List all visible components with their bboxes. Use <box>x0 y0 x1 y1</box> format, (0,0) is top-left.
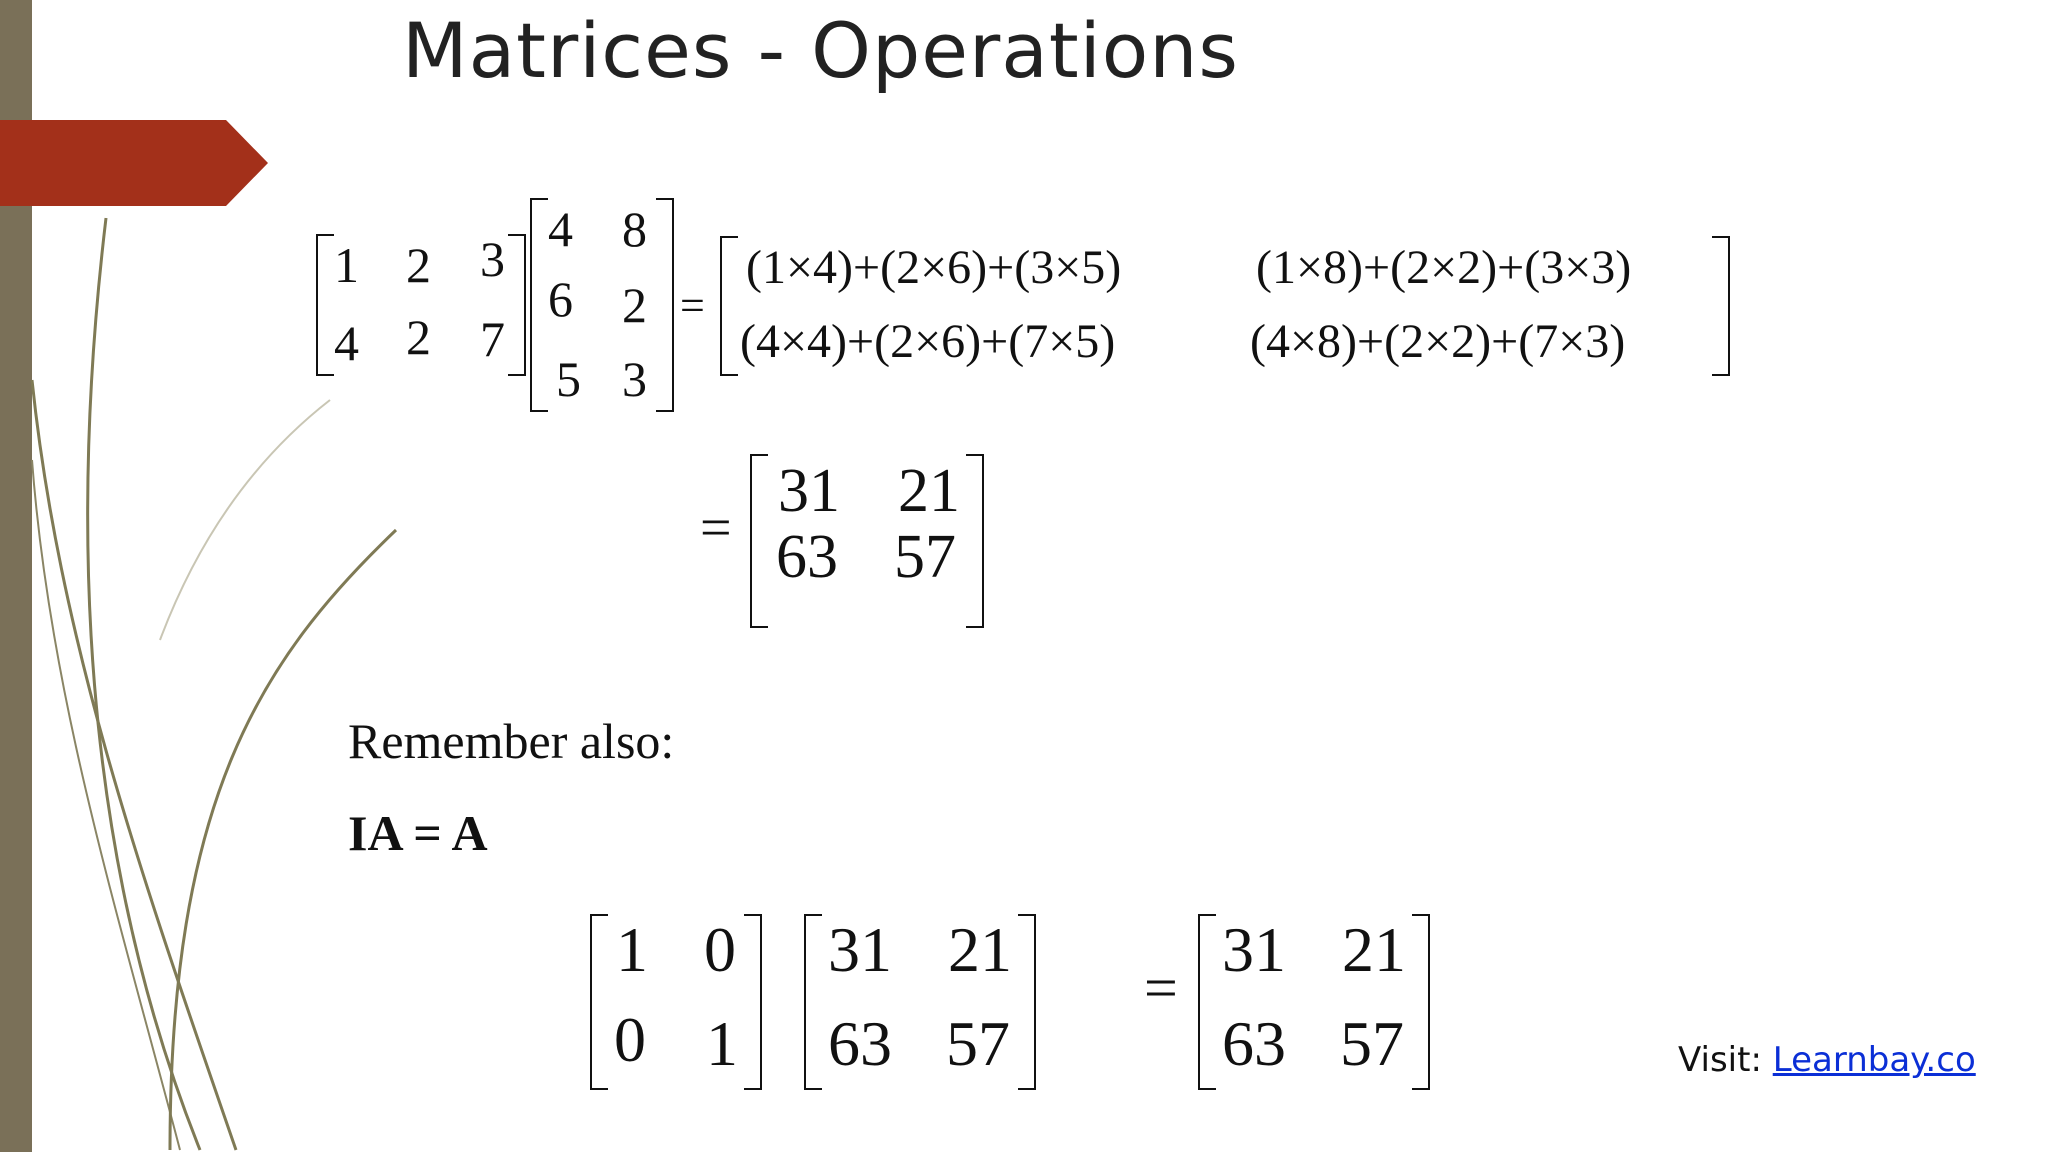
matrix-b-cell: 5 <box>556 351 581 407</box>
identity-left-bracket <box>590 914 608 1090</box>
matrix-a-cell: 2 <box>406 309 431 365</box>
expansion-cell: (1×8)+(2×2)+(3×3) <box>1256 241 1632 294</box>
equals-sign: = <box>680 281 705 330</box>
identity-right-bracket <box>744 914 762 1090</box>
identity-cell: 0 <box>704 914 736 985</box>
learnbay-link[interactable]: Learnbay.co <box>1772 1040 1976 1080</box>
result-cell: 31 <box>778 457 840 525</box>
result-cell: 63 <box>776 523 838 591</box>
result-cell: 57 <box>1340 1008 1404 1079</box>
matrix-a-cell: 57 <box>946 1008 1010 1079</box>
visit-label: Visit: <box>1678 1040 1762 1080</box>
matrix-a-cell: 7 <box>480 311 505 367</box>
matrix-a-right-bracket <box>1018 914 1036 1090</box>
result-cell: 31 <box>1222 914 1286 985</box>
matrix-b-right-bracket <box>656 198 674 412</box>
equals-sign: = <box>700 497 732 559</box>
matrix-b-cell: 6 <box>548 271 573 327</box>
matrix-a-left-bracket <box>316 234 334 376</box>
matrix-a-cell: 21 <box>948 914 1012 985</box>
result-cell: 63 <box>1222 1008 1286 1079</box>
result-cell: 21 <box>1342 914 1406 985</box>
matrix-a-cell: 63 <box>828 1008 892 1079</box>
identity-cell: 0 <box>614 1004 646 1075</box>
expansion-right-bracket <box>1712 236 1730 376</box>
result-right-bracket <box>966 454 984 628</box>
result-left-bracket <box>750 454 768 628</box>
equals-sign: = <box>1144 955 1178 1021</box>
matrix-a-cell: 2 <box>406 237 431 293</box>
matrix-a-cell: 4 <box>334 315 359 371</box>
identity-cell: 1 <box>706 1008 738 1079</box>
remember-also-text: Remember also: <box>348 713 675 769</box>
matrix-a-right-bracket <box>508 234 526 376</box>
matrix-b-left-bracket <box>530 198 548 412</box>
identity-cell: 1 <box>616 914 648 985</box>
visit-footer <box>1678 1040 1976 1080</box>
matrix-a-left-bracket <box>804 914 822 1090</box>
matrix-b-cell: 8 <box>622 201 647 257</box>
matrix-b-cell: 2 <box>622 277 647 333</box>
matrix-a-cell: 3 <box>480 231 505 287</box>
result-left-bracket <box>1198 914 1216 1090</box>
expansion-cell: (4×8)+(2×2)+(7×3) <box>1250 315 1626 368</box>
matrix-a-cell: 1 <box>334 237 359 293</box>
slide-title: Matrices - Operations <box>402 6 1239 95</box>
decorative-grass-lines <box>0 0 420 1152</box>
result-cell: 57 <box>894 523 956 591</box>
expansion-cell: (1×4)+(2×6)+(3×5) <box>746 241 1122 294</box>
expansion-cell: (4×4)+(2×6)+(7×5) <box>740 315 1116 368</box>
expansion-left-bracket <box>720 236 738 376</box>
result-right-bracket <box>1412 914 1430 1090</box>
identity-rule-text: IA = A <box>348 805 488 861</box>
result-cell: 21 <box>898 457 960 525</box>
matrix-b-cell: 4 <box>548 201 573 257</box>
matrix-a-cell: 31 <box>828 914 892 985</box>
matrix-b-cell: 3 <box>622 351 647 407</box>
